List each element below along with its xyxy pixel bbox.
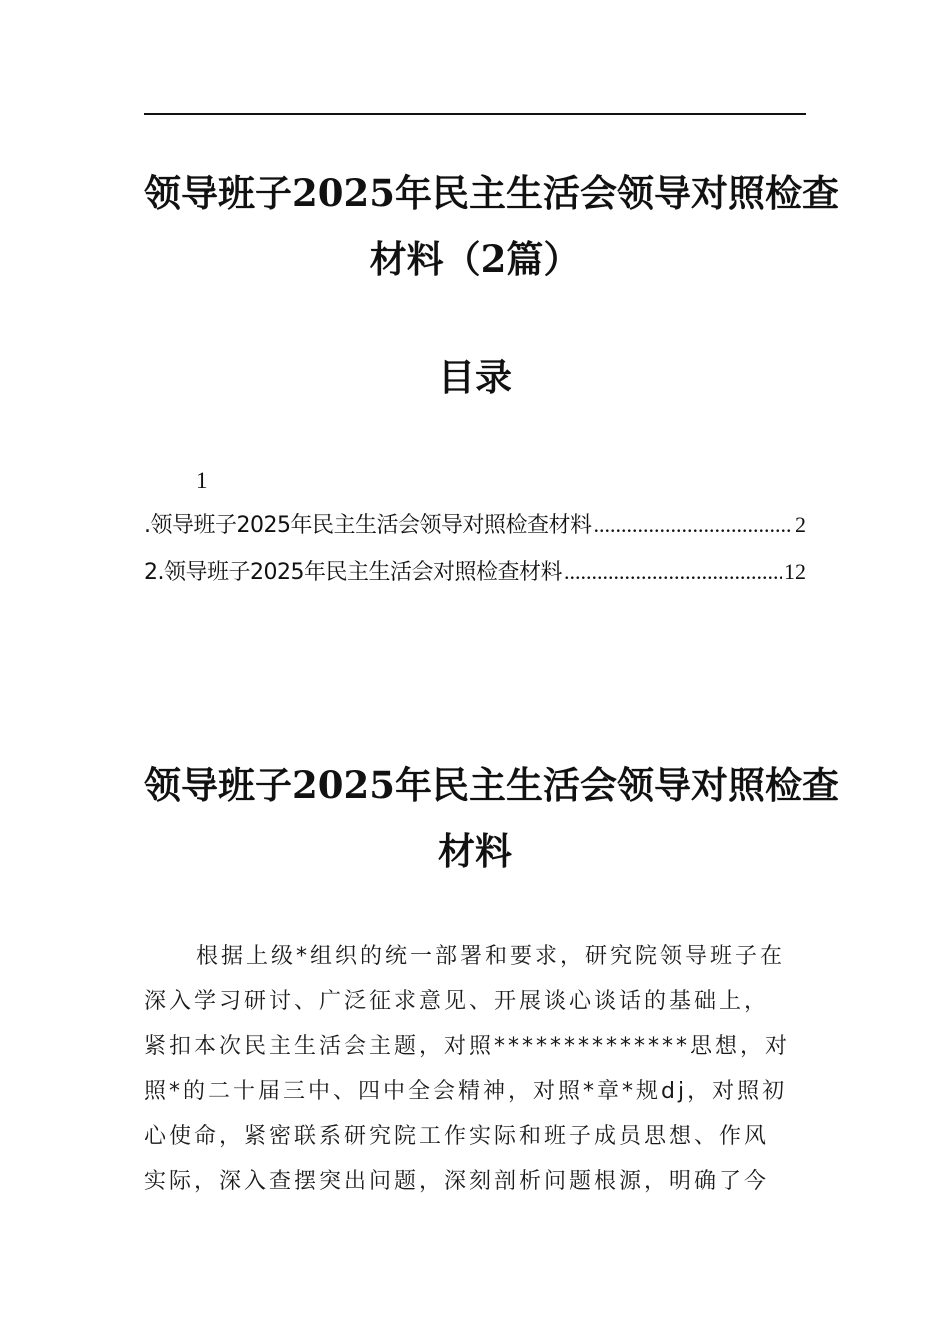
toc-entry-1-number: 1	[196, 468, 208, 493]
toc-entry-2-page: 12	[784, 559, 806, 584]
document-title-line-2: 材料（2篇）	[369, 237, 581, 281]
document-title-line-1: 领导班子2025年民主生活会领导对照检查	[144, 171, 839, 215]
body-line: 紧扣本次民主生活会主题，对照**************思想，对	[144, 1034, 791, 1059]
toc-entry-2[interactable]	[144, 555, 806, 590]
body-line: 照*的二十届三中、四中全会精神，对照*章*规dj，对照初	[144, 1079, 788, 1104]
body-line: 实际，深入查摆突出问题，深刻剖析问题根源，明确了今	[144, 1169, 770, 1194]
section-title-line-2: 材料	[438, 829, 512, 873]
section-title-line-1: 领导班子2025年民主生活会领导对照检查	[144, 763, 839, 807]
section-title	[144, 752, 839, 884]
document-title	[144, 160, 839, 292]
body-line: 心使命，紧密联系研究院工作实际和班子成员思想、作风	[144, 1124, 770, 1149]
toc-entry-2-leader	[564, 555, 782, 589]
body-line: 深入学习研讨、广泛征求意见、开展谈心谈话的基础上，	[144, 989, 770, 1014]
toc-entry-2-title: 2.领导班子2025年民主生活会对照检查材料	[144, 560, 562, 585]
body-paragraph	[144, 934, 806, 1204]
body-line: 根据上级*组织的统一部署和要求，研究院领导班子在	[196, 944, 786, 969]
toc-entry-1-leader	[593, 508, 793, 542]
toc-entry-1[interactable]	[144, 508, 806, 543]
header-rule	[144, 113, 806, 115]
toc-entry-1-page: 2	[795, 512, 806, 537]
toc-heading: 目录	[438, 355, 512, 399]
toc-entry-1-title: .领导班子2025年民主生活会领导对照检查材料	[144, 513, 592, 538]
